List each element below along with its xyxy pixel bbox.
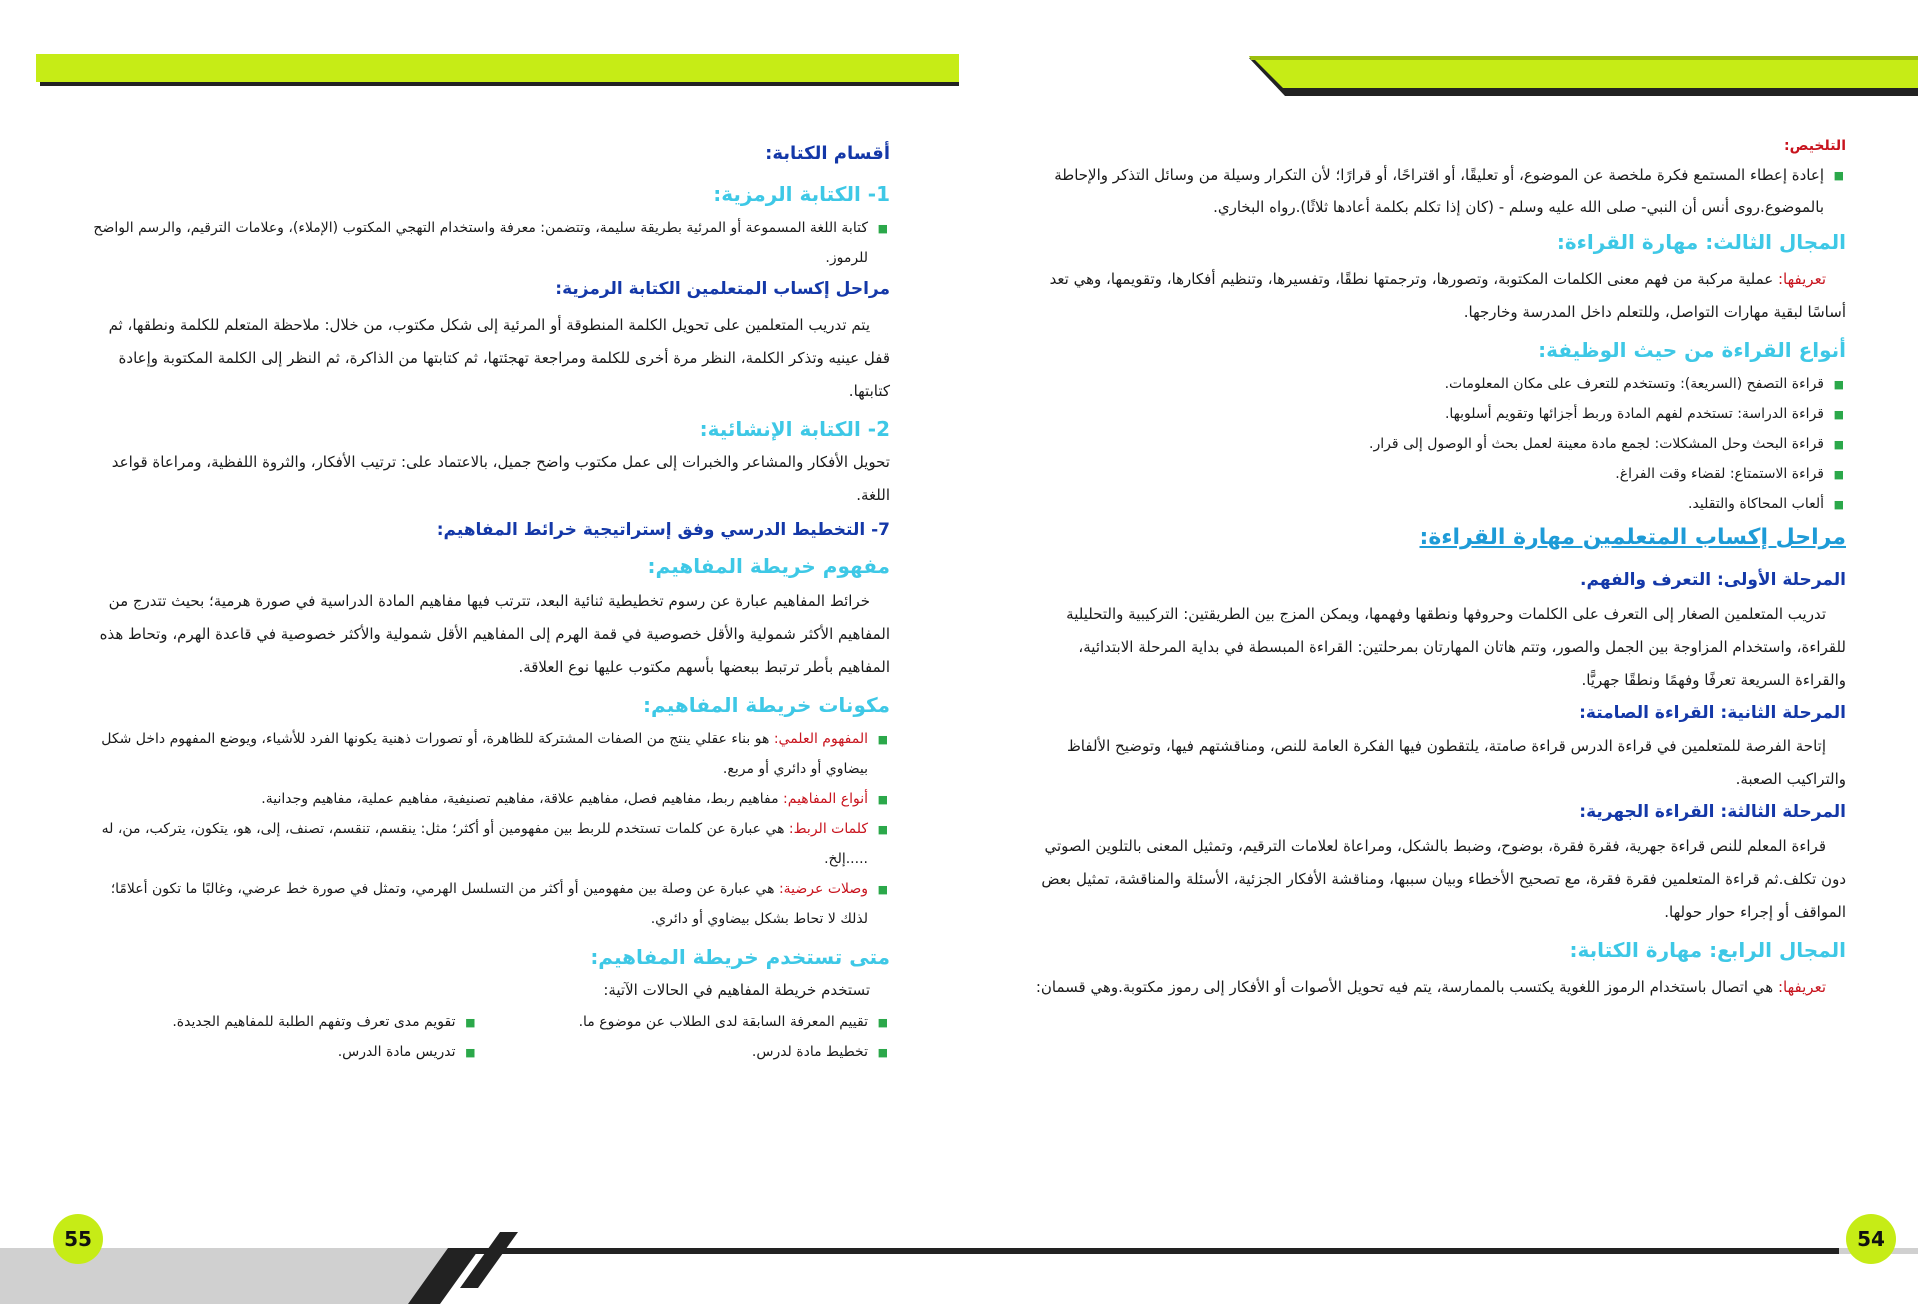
bullet-icon: ■: [1833, 169, 1844, 182]
bullet-icon: ■: [877, 1016, 888, 1029]
bullet-icon: ■: [877, 1046, 888, 1059]
concept-map-components-title: مكونات خريطة المفاهيم:: [643, 693, 890, 717]
stage3-title: المرحلة الثالثة: القراءة الجهرية:: [1579, 802, 1846, 822]
list-item: ■ المفهوم العلمي: هو بناء عقلي ينتج من الصفات المشتركة للظاهرة، أو تصورات ذهنية يكونها الفرد للأشياء، ويوضع المفهوم داخل شكل بيضاوي أو دائري أو مربع.: [85, 724, 890, 784]
concept-map-components-list: [85, 724, 890, 934]
bullet-icon: ■: [1833, 408, 1844, 421]
concept-map-definition-text: خرائط المفاهيم عبارة عن رسوم تخطيطية ثنائية البعد، تترتب فيها مفاهيم المادة الدراسية في صورة هرمية؛ بحيث تتدرج من المفاهيم الأكثر شمولية والأقل خصوصية في قمة الهرم إلى المفاهيم الأقل شمولية والأكثر خصوصية في قاعدة الهرم، وتحاط هذه المفاهيم بأطر ترتبط ببعضها بأسهم مكتوب عليها نوع العلاقة.: [99, 592, 890, 676]
list-item: ■ ألعاب المحاكاة والتقليد.: [1031, 489, 1846, 519]
bullet-icon: ■: [465, 1046, 476, 1059]
list-item: ■ أنواع المفاهيم: مفاهيم ربط، مفاهيم فصل، مفاهيم علاقة، مفاهيم تصنيفية، مفاهيم عملية، مفاهيم وجدانية.: [85, 784, 890, 814]
bullet-icon: ■: [877, 733, 888, 746]
stage1-title: المرحلة الأولى: التعرف والفهم.: [1580, 570, 1846, 590]
bullet-icon: ■: [1833, 468, 1844, 481]
page-number-55: 55: [53, 1214, 103, 1264]
bottom-banner-right: [959, 1226, 1918, 1304]
bottom-banner-left: [0, 1226, 959, 1304]
writing-sections-title: أقسام الكتابة:: [765, 143, 890, 164]
bullet-icon: ■: [1833, 438, 1844, 451]
symbolic-stages-text: يتم تدريب المتعلمين على تحويل الكلمة المنطوقة أو المرئية إلى شكل مكتوب، من خلال: ملاحظة المتعلم للكلمة ونطقها، ثم قفل عينيه وتذكر الكلمة، النظر مرة أخرى للكلمة ومراجعة تهجئتها، ثم كتابتها من الذاكرة، ثم النظر إلى الكلمة المكتوبة وإعادة كتابتها.: [108, 315, 890, 400]
list-item: ■ كتابة اللغة المسموعة أو المرئية بطريقة سليمة، وتتضمن: معرفة واستخدام التهجي المكتوب (الإملاء)، وعلامات الترقيم، والرسم الواضح للرموز.: [85, 213, 890, 273]
concept-map-definition-title: مفهوم خريطة المفاهيم:: [647, 554, 890, 578]
composition-writing-text: تحويل الأفكار والمشاعر والخبرات إلى عمل مكتوب واضح جميل، بالاعتماد على: ترتيب الأفكار، والثروة اللفظية، ومراعاة قواعد اللغة.: [111, 452, 890, 504]
list-item: ■ قراءة التصفح (السريعة): وتستخدم للتعرف على مكان المعلومات.: [1031, 369, 1846, 399]
list-item: ■ وصلات عرضية: هي عبارة عن وصلة بين مفهومين أو أكثر من التسلسل الهرمي، وتمثل في صورة خط عرضي، وغالبًا ما تكون أعلامًا؛ لذلك لا تحاط بشكل بيضاوي أو دائري.: [85, 874, 890, 934]
right-column: [1031, 136, 1846, 1004]
list-item: ■ قراءة الاستمتاع: لقضاء وقت الفراغ.: [1031, 459, 1846, 489]
list-item: ■ تدريس مادة الدرس.: [85, 1037, 478, 1067]
bullet-icon: ■: [877, 883, 888, 896]
concept-map-usage-intro: تستخدم خريطة المفاهيم في الحالات الآتية:: [603, 981, 870, 999]
reading-field-title: المجال الثالث: مهارة القراءة:: [1556, 230, 1846, 254]
page-54: [959, 0, 1918, 1304]
bullet-icon: ■: [1833, 498, 1844, 511]
writing-definition: تعريفها: هي اتصال باستخدام الرموز اللغوية يكتسب بالممارسة، يتم فيه تحويل الأصوات أو الأفكار إلى رموز مكتوبة.وهي قسمان:: [1035, 977, 1826, 996]
list-item: ■ إعادة إعطاء المستمع فكرة ملخصة عن الموضوع، أو تعليقًا، أو اقتراحًا، أو قرارًا؛ لأن التكرار وسيلة من وسائل التذكر والإحاطة بالموضوع.روى أنس أن النبي- صلى الله عليه وسلم - (كان إذا تكلم بكلمة أعادها ثلاثًا).رواه البخاري.: [1031, 159, 1846, 223]
concept-map-usage-title: متى تستخدم خريطة المفاهيم:: [590, 945, 890, 969]
summary-title: التلخيص:: [1784, 138, 1846, 154]
list-item: ■ قراءة البحث وحل المشكلات: لجمع مادة معينة لعمل بحث أو الوصول إلى قرار.: [1031, 429, 1846, 459]
list-item: ■ تقييم المعرفة السابقة لدى الطلاب عن موضوع ما.: [498, 1007, 891, 1037]
left-column: [85, 140, 890, 1067]
stage2-text: إتاحة الفرصة للمتعلمين في قراءة الدرس قراءة صامتة، يلتقطون فيها الفكرة العامة للنص، ومناقشتهم فيها، وتوضيح الألفاظ والتراكيب الصعبة.: [1066, 737, 1846, 788]
top-banner-left: [0, 0, 959, 120]
reading-types-list: [1031, 369, 1846, 519]
stage1-text: تدريب المتعلمين الصغار إلى التعرف على الكلمات وحروفها ونطقها وفهمها، ويمكن المزج بين الطريقتين: التركيبية والتحليلية للقراءة، واستخدام المزاوجة بين الجمل والصور، وتتم هاتان المهارتان بمرحلتين: القراءة المبسطة في بداية المرحلة الابتدائية، والقراءة السريعة تعرفًا وفهمًا ونطقًا جهريًّا.: [1066, 604, 1846, 689]
symbolic-writing-list: [85, 213, 890, 273]
concept-map-usage-lists: [85, 1007, 890, 1067]
bullet-icon: ■: [465, 1016, 476, 1029]
list-item: ■ كلمات الربط: هي عبارة عن كلمات تستخدم للربط بين مفهومين أو أكثر؛ مثل: ينقسم، تنقسم، تصنف، إلى، هو، يتكون، يتركب، من، له .....إلخ.: [85, 814, 890, 874]
stage2-title: المرحلة الثانية: القراءة الصامتة:: [1579, 702, 1846, 723]
symbolic-writing-title: 1- الكتابة الرمزية:: [713, 182, 890, 206]
list-item: ■ تخطيط مادة لدرس.: [498, 1037, 891, 1067]
usage-list-col2: [85, 1007, 478, 1067]
stage3-text: قراءة المعلم للنص قراءة جهرية، فقرة فقرة، بوضوح، وضبط بالشكل، ومراعاة لعلامات الترقيم، وتمثيل المعنى بالتلوين الصوتي دون تكلف.ثم قراءة المتعلمين فقرة فقرة، مع تصحيح الأخطاء وبيان سببها، ومناقشة الأفكار الجزئية، الأسئلة والمناقشة، تمثيل بعض المواقف أو إجراء حوار حولها.: [1041, 836, 1846, 921]
concept-map-strategy-title: 7- التخطيط الدرسي وفق إستراتيجية خرائط المفاهيم:: [436, 519, 890, 540]
page-number-54: 54: [1846, 1214, 1896, 1264]
list-item: ■ تقويم مدى تعرف وتفهم الطلبة للمفاهيم الجديدة.: [85, 1007, 478, 1037]
reading-definition: تعريفها: عملية مركبة من فهم معنى الكلمات المكتوبة، وتصورها، وترجمتها نطقًا، وتفسيرها، وتنظيم أفكارها، وتقويمها، وهي تعد أساسًا لبقية مهارات التواصل، وللتعلم داخل المدرسة وخارجها.: [1049, 270, 1846, 321]
bullet-icon: ■: [877, 222, 888, 235]
summary-list: [1031, 159, 1846, 223]
composition-writing-title: 2- الكتابة الإنشائية:: [699, 416, 890, 441]
usage-list-col1: [498, 1007, 891, 1067]
symbolic-stages-title: مراحل إكساب المتعلمين الكتابة الرمزية:: [555, 279, 890, 299]
bullet-icon: ■: [877, 793, 888, 806]
bullet-icon: ■: [1833, 378, 1844, 391]
reading-types-title: أنواع القراءة من حيث الوظيفة:: [1538, 338, 1846, 362]
writing-field-title: المجال الرابع: مهارة الكتابة:: [1569, 937, 1846, 962]
reading-stages-title: مراحل إكساب المتعلمين مهارة القراءة:: [1419, 525, 1846, 550]
bullet-icon: ■: [877, 823, 888, 836]
top-banner-right: [959, 0, 1918, 120]
list-item: ■ قراءة الدراسة: تستخدم لفهم المادة وربط أجزائها وتقويم أسلوبها.: [1031, 399, 1846, 429]
